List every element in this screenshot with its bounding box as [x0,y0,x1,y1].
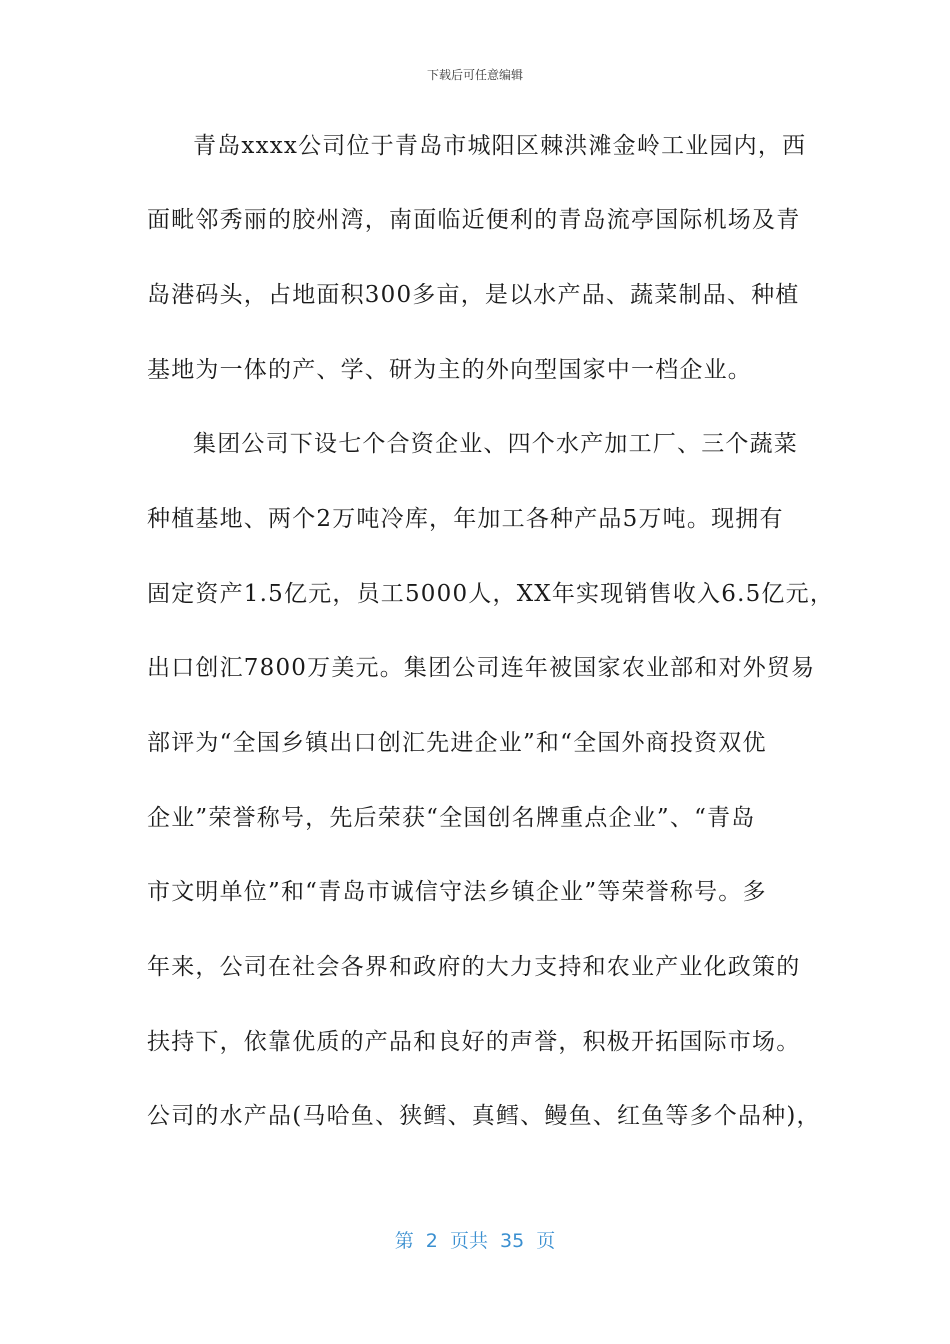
paragraph-2-line-2: 种植基地、两个2万吨冷库，年加工各种产品5万吨。现拥有 [147,506,784,532]
paragraph-1-line-3: 岛港码头，占地面积300多亩，是以水产品、蔬菜制品、种植 [147,282,800,308]
paragraph-2-line-10: 公司的水产品(马哈鱼、狭鳕、真鳕、鳗鱼、红鱼等多个品种)， [147,1103,821,1129]
page-number-footer: 第 2 页共 35 页 [394,1230,556,1252]
page-header-note: 下载后可任意编辑 [426,68,523,82]
paragraph-1-line-1: 青岛xxxx公司位于青岛市城阳区棘洪滩金岭工业园内，西 [193,133,807,159]
paragraph-2-line-4: 出口创汇7800万美元。集团公司连年被国家农业部和对外贸易 [147,655,816,681]
paragraph-2-line-8: 年来，公司在社会各界和政府的大力支持和农业产业化政策的 [147,954,801,980]
paragraph-2-line-1: 集团公司下设七个合资企业、四个水产加工厂、三个蔬菜 [193,431,798,457]
paragraph-2-line-7: 市文明单位”和“青岛市诚信守法乡镇企业”等荣誉称号。多 [147,879,767,905]
paragraph-2-line-9: 扶持下，依靠优质的产品和良好的声誉，积极开拓国际市场。 [147,1029,801,1055]
paragraph-2-line-5: 部评为“全国乡镇出口创汇先进企业”和“全国外商投资双优 [147,730,767,756]
paragraph-2-line-6: 企业”荣誉称号，先后荣获“全国创名牌重点企业”、“青岛 [147,805,756,831]
paragraph-2-line-3: 固定资产1.5亿元，员工5000人，XX年实现销售收入6.5亿元， [147,581,835,607]
paragraph-1-line-2: 面毗邻秀丽的胶州湾，南面临近便利的青岛流亭国际机场及青 [147,207,801,233]
paragraph-1-line-4: 基地为一体的产、学、研为主的外向型国家中一档企业。 [147,357,752,383]
